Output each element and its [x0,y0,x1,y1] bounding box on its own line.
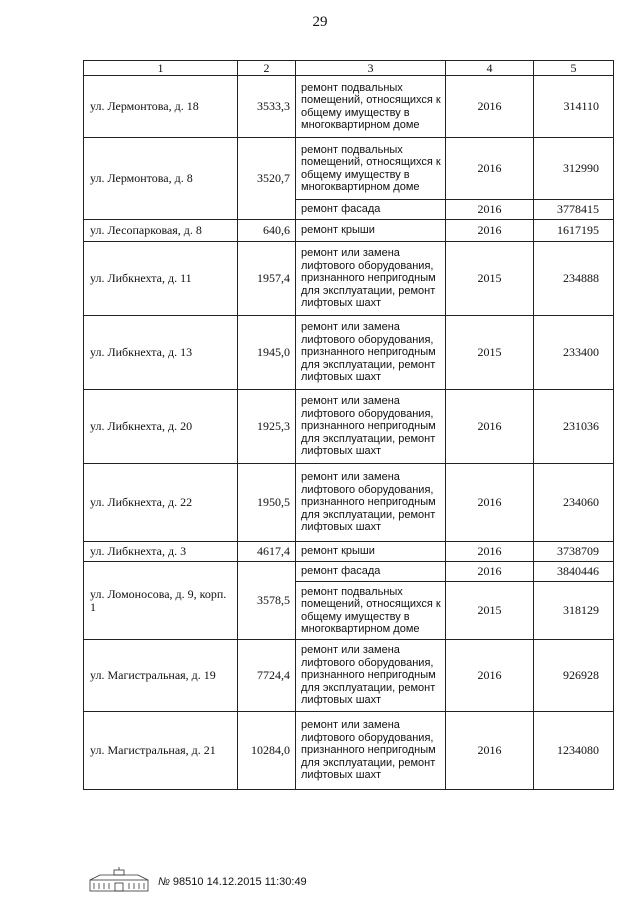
table-row [84,640,614,712]
address-cell: ул. Магистральная, д. 19 [84,640,238,712]
work-type-cell: ремонт фасада [296,562,446,582]
table-row [84,220,614,242]
area-cell: 3533,3 [238,76,296,138]
cost-cell: 233400 [534,316,614,390]
area-cell: 3578,5 [238,562,296,640]
work-type-cell: ремонт или замена лифтового оборудования, признанного непригодным для эксплуатации, ремонт лифтовых шахт [296,712,446,790]
year-cell: 2016 [446,390,534,464]
work-type-cell: ремонт крыши [296,542,446,562]
year-cell: 2016 [446,220,534,242]
year-cell: 2015 [446,582,534,640]
table-row [84,464,614,542]
cost-cell: 1234080 [534,712,614,790]
table-row [84,138,614,200]
table-row [84,542,614,562]
area-cell: 10284,0 [238,712,296,790]
work-type-cell: ремонт фасада [296,200,446,220]
stamp-number-date: 98510 14.12.2015 11:30:49 [172,876,307,888]
year-cell: 2015 [446,316,534,390]
area-cell: 4617,4 [238,542,296,562]
year-cell: 2015 [446,242,534,316]
table-row [84,242,614,316]
header-cell: 3 [296,61,446,76]
page-number: 29 [312,14,328,30]
table-row [84,390,614,464]
cost-cell: 3840446 [534,562,614,582]
cost-cell: 234060 [534,464,614,542]
area-cell: 640,6 [238,220,296,242]
year-cell: 2016 [446,76,534,138]
address-cell: ул. Либкнехта, д. 13 [84,316,238,390]
area-cell: 3520,7 [238,138,296,220]
address-cell: ул. Лермонтова, д. 18 [84,76,238,138]
cost-cell: 231036 [534,390,614,464]
work-type-cell: ремонт или замена лифтового оборудования, признанного непригодным для эксплуатации, ремонт лифтовых шахт [296,640,446,712]
work-type-cell: ремонт или замена лифтового оборудования, признанного непригодным для эксплуатации, ремонт лифтовых шахт [296,390,446,464]
stamp-number-sign: № [158,876,170,888]
area-cell: 1925,3 [238,390,296,464]
work-type-cell: ремонт подвальных помещений, относящихся к общему имуществу в многоквартирном доме [296,582,446,640]
address-cell: ул. Либкнехта, д. 22 [84,464,238,542]
table-row [84,316,614,390]
header-cell: 5 [534,61,614,76]
registry-table [83,60,614,790]
year-cell: 2016 [446,712,534,790]
cost-cell: 312990 [534,138,614,200]
building-seal-icon [88,866,150,894]
address-cell: ул. Либкнехта, д. 20 [84,390,238,464]
area-cell: 1957,4 [238,242,296,316]
table-header-row [84,61,614,76]
year-cell: 2016 [446,542,534,562]
address-cell: ул. Лермонтова, д. 8 [84,138,238,220]
table-row [84,562,614,582]
cost-cell: 1617195 [534,220,614,242]
address-cell: ул. Ломоносова, д. 9, корп. 1 [84,562,238,640]
header-cell: 2 [238,61,296,76]
cost-cell: 318129 [534,582,614,640]
address-cell: ул. Либкнехта, д. 11 [84,242,238,316]
cost-cell: 3738709 [534,542,614,562]
year-cell: 2016 [446,138,534,200]
work-type-cell: ремонт подвальных помещений, относящихся к общему имуществу в многоквартирном доме [296,138,446,200]
area-cell: 1950,5 [238,464,296,542]
year-cell: 2016 [446,464,534,542]
cost-cell: 314110 [534,76,614,138]
year-cell: 2016 [446,200,534,220]
work-type-cell: ремонт крыши [296,220,446,242]
table-row [84,76,614,138]
work-type-cell: ремонт или замена лифтового оборудования, признанного непригодным для эксплуатации, ремонт лифтовых шахт [296,316,446,390]
table-row [84,712,614,790]
header-cell: 1 [84,61,238,76]
cost-cell: 234888 [534,242,614,316]
registration-stamp [158,876,307,888]
address-cell: ул. Либкнехта, д. 3 [84,542,238,562]
address-cell: ул. Лесопарковая, д. 8 [84,220,238,242]
year-cell: 2016 [446,640,534,712]
work-type-cell: ремонт подвальных помещений, относящихся к общему имуществу в многоквартирном доме [296,76,446,138]
work-type-cell: ремонт или замена лифтового оборудования, признанного непригодным для эксплуатации, ремонт лифтовых шахт [296,464,446,542]
cost-cell: 3778415 [534,200,614,220]
year-cell: 2016 [446,562,534,582]
header-cell: 4 [446,61,534,76]
cost-cell: 926928 [534,640,614,712]
work-type-cell: ремонт или замена лифтового оборудования, признанного непригодным для эксплуатации, ремонт лифтовых шахт [296,242,446,316]
area-cell: 7724,4 [238,640,296,712]
footer-stamp [88,866,328,896]
area-cell: 1945,0 [238,316,296,390]
table-body [84,61,614,790]
address-cell: ул. Магистральная, д. 21 [84,712,238,790]
